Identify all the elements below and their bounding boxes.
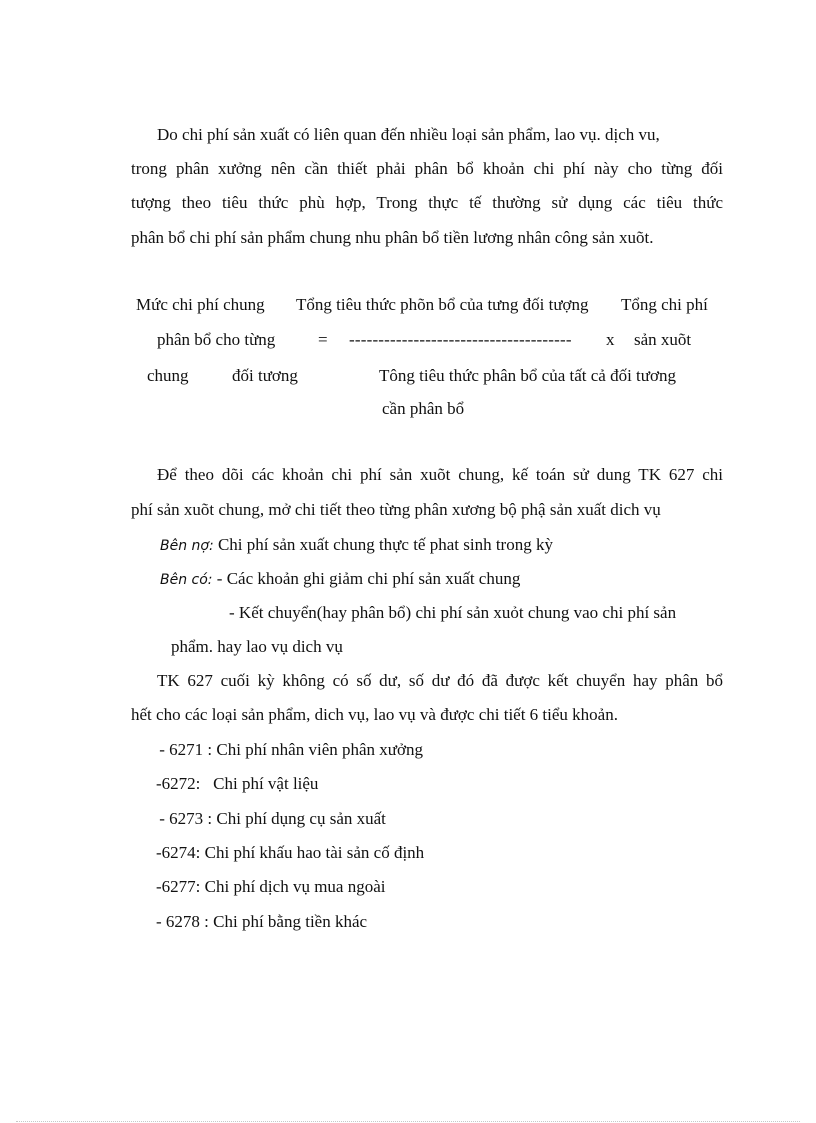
formula-numerator: Tổng tiêu thức phõn bổ của tưng đối tượng [296, 295, 589, 314]
formula-right-label: Tổng chi phí [621, 295, 708, 314]
debit-side [160, 535, 553, 556]
list-item: -6274: Chi phí khấu hao tài sản cố định [156, 843, 425, 862]
formula-equals: = [318, 330, 328, 349]
list-item: - 6278 : Chi phí bằng tiền khác [156, 912, 368, 931]
text-line: tượng theo tiêu thức phù hợp, Trong thực tế thường sử dụng các tiêu thức [131, 193, 723, 212]
formula-left-label: chung [147, 366, 189, 385]
formula-left-label: phân bổ cho từng [157, 330, 276, 349]
page-bottom-divider [16, 1121, 800, 1122]
credit-item-continued: phẩm. hay lao vụ dich vụ [171, 637, 343, 656]
list-item: -6272: Chi phí vật liệu [156, 774, 319, 793]
text-line: phí sản xuõt chung, mở chi tiết theo từng phân xương bộ phậ sản xuất dich vụ [131, 500, 661, 519]
formula-denominator: cần phân bổ [382, 399, 465, 418]
formula-fraction-bar: -------------------------------------- [349, 330, 572, 349]
formula-denominator: Tông tiêu thức phân bổ của tất cả đối tương [379, 366, 676, 385]
formula-left-label: Mức chi phí chung [136, 295, 265, 314]
formula-times: x [606, 330, 615, 349]
list-item: -6277: Chi phí dịch vụ mua ngoài [156, 877, 386, 896]
text-line: hết cho các loại sản phẩm, dich vụ, lao vụ và được chi tiết 6 tiểu khoản. [131, 705, 618, 724]
text-line: TK 627 cuối kỳ không có số dư, số dư đó đã được kết chuyển hay phân bổ [157, 671, 723, 690]
formula-left-label: đối tương [232, 366, 298, 385]
debit-label: Bên nợ: [160, 538, 214, 554]
list-item: - 6271 : Chi phí nhân viên phân xưởng [155, 740, 423, 759]
text-line: Để theo dõi các khoản chi phí sản xuõt chung, kế toán sử dung TK 627 chi [157, 465, 723, 484]
formula-right-label: sản xuõt [634, 330, 692, 349]
credit-item: - Kết chuyển(hay phân bổ) chi phí sản xuỏt chung vao chi phí sản [229, 603, 677, 622]
list-item: - 6273 : Chi phí dụng cụ sản xuất [155, 809, 386, 828]
debit-text: Chi phí sản xuất chung thực tế phat sinh trong kỳ [213, 535, 553, 554]
credit-side [160, 569, 520, 590]
credit-item: - Các khoản ghi giảm chi phí sản xuất chung [212, 569, 521, 588]
credit-label: Bên có: [160, 572, 213, 588]
text-line: trong phân xưởng nên cần thiết phải phân bổ khoản chi phí này cho từng đối [131, 159, 723, 178]
text-line: phân bổ chi phí sản phẩm chung nhu phân bổ tiền lương nhân công sản xuõt. [131, 228, 654, 247]
text-line: Do chi phí sản xuất có liên quan đến nhiều loại sản phẩm, lao vụ. dịch vu, [157, 125, 660, 144]
